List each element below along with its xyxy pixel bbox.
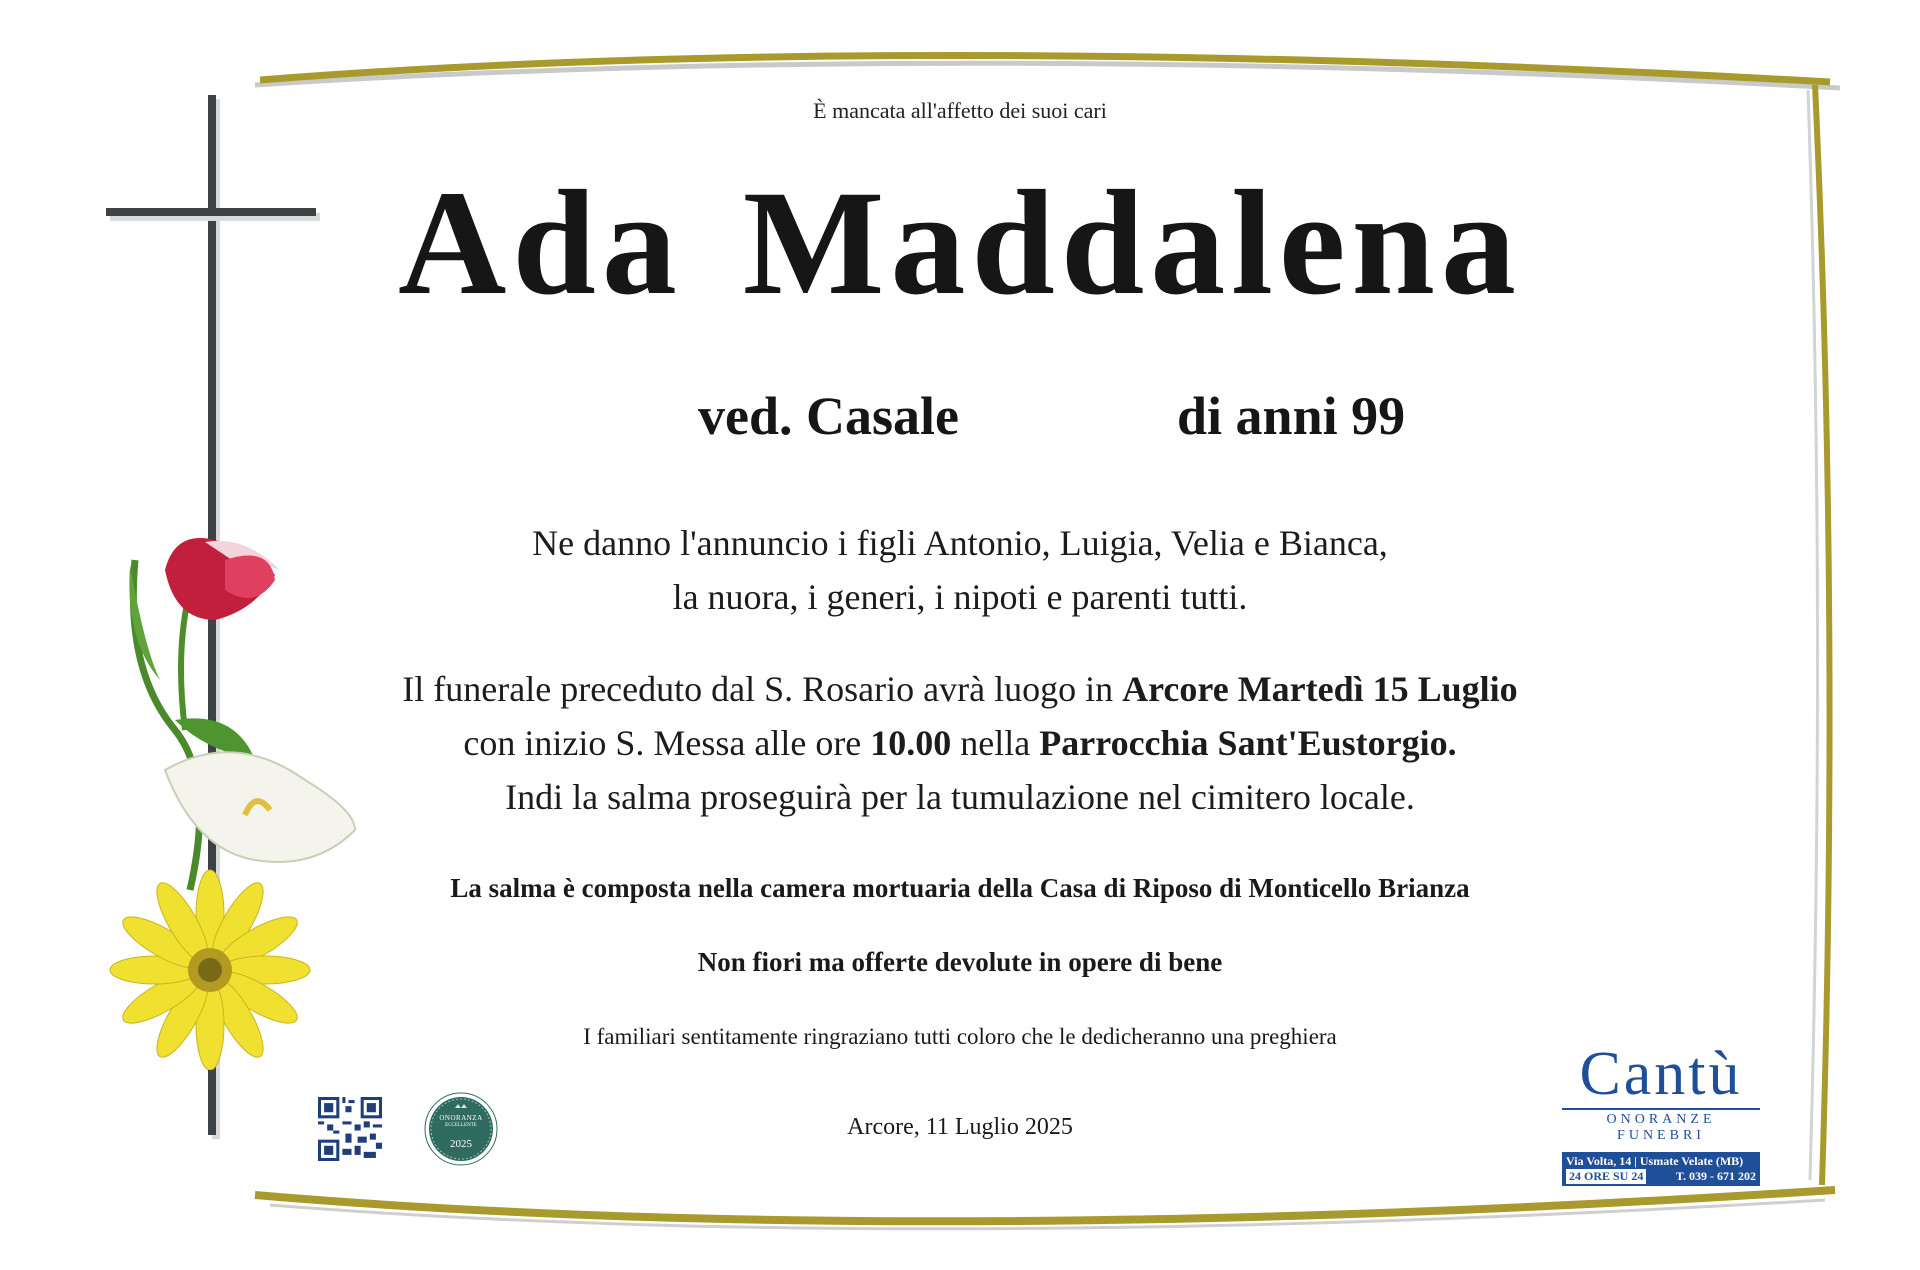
age: di anni 99 <box>1177 386 1406 446</box>
funeral-line-3: Indi la salma proseguirà per la tumulazione nel cimitero locale. <box>505 777 1415 817</box>
notice-flowers: Non fiori ma offerte devolute in opere di bene <box>697 947 1223 977</box>
thanks-line: I familiari sentitamente ringraziano tutti coloro che le dedicheranno una preghiera <box>583 1024 1337 1049</box>
mass-text: con inizio S. Messa alle ore <box>463 723 871 763</box>
qr-code-icon[interactable] <box>318 1097 382 1161</box>
parish: Parrocchia Sant'Eustorgio. <box>1039 723 1457 763</box>
funeral-home-address: Via Volta, 14 | Usmate Velate (MB) <box>1566 1154 1744 1168</box>
seal-icon <box>424 1092 498 1166</box>
funeral-place-date: Arcore Martedì 15 Luglio <box>1122 669 1518 709</box>
second-name: Maddalena <box>742 160 1522 326</box>
announcement-line-1: Ne danno l'annuncio i figli Antonio, Luigia, Velia e Bianca, <box>532 523 1388 563</box>
funeral-text: Il funerale preceduto dal S. Rosario avrà luogo in <box>402 669 1123 709</box>
funeral-line-2 <box>0 716 1920 770</box>
funeral-details <box>0 662 1920 824</box>
intro-line: È mancata all'affetto dei suoi cari <box>813 98 1107 123</box>
first-name: Ada <box>398 160 683 326</box>
funeral-home-phone: T. 039 - 671 202 <box>1675 1169 1756 1183</box>
funeral-home-subtitle: ONORANZE FUNEBRI <box>1562 1108 1760 1144</box>
funeral-home-contacts <box>1562 1152 1760 1186</box>
announcement-line-2: la nuora, i generi, i nipoti e parenti tutti. <box>672 577 1248 617</box>
nella-text: nella <box>951 723 1040 763</box>
seal-line-1: ONORANZA <box>439 1114 483 1122</box>
announcement <box>0 516 1920 624</box>
seal-year: 2025 <box>450 1138 472 1150</box>
deceased-name <box>0 160 1920 326</box>
place-date: Arcore, 11 Luglio 2025 <box>847 1114 1073 1140</box>
funeral-line-1 <box>0 662 1920 716</box>
funeral-home-hours: 24 ORE SU 24 <box>1566 1169 1646 1184</box>
widow-of: ved. Casale <box>698 386 959 446</box>
mass-time: 10.00 <box>870 723 952 763</box>
notice-mortuary: La salma è composta nella camera mortuaria della Casa di Riposo di Monticello Brianza <box>450 873 1470 903</box>
funeral-home-logo <box>1556 1042 1766 1186</box>
funeral-home-name: Cantù <box>1579 1040 1743 1108</box>
seal-line-2: ECCELLENTE <box>445 1123 477 1128</box>
